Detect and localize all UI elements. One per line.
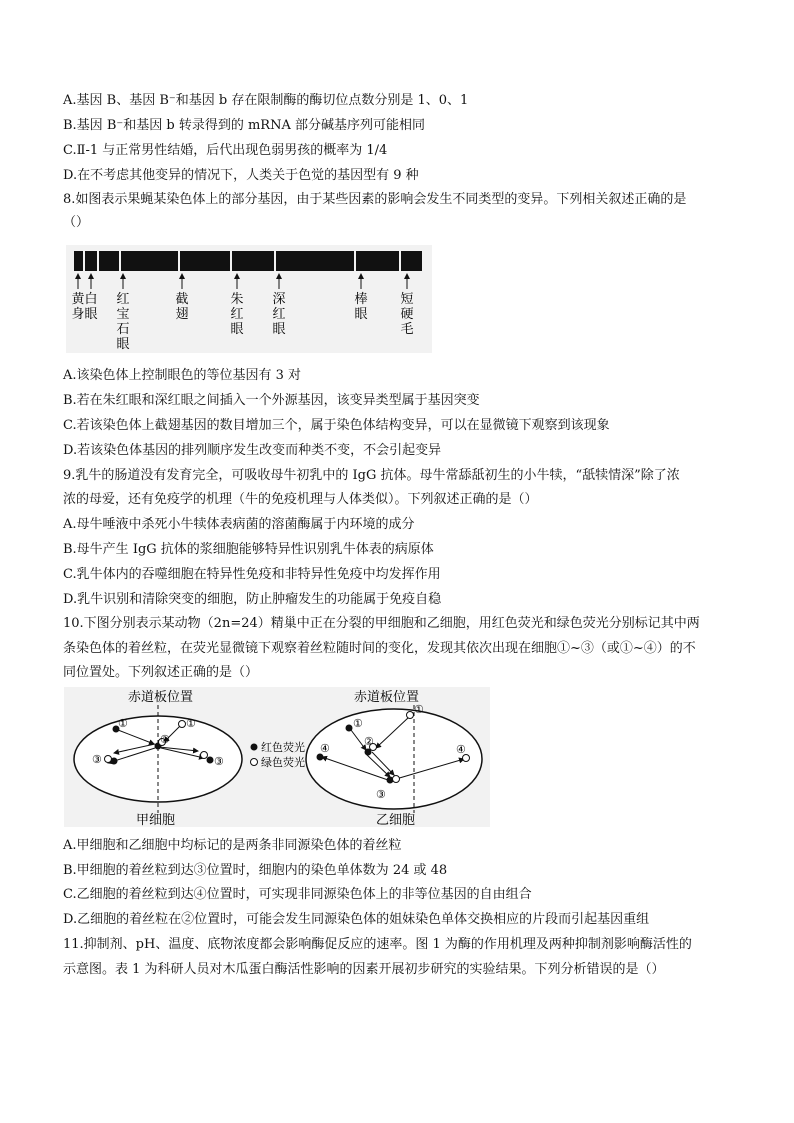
cell-a-mark-3: ③ <box>92 753 102 766</box>
gene-label-char: 翅 <box>175 307 189 322</box>
gene-label-char: 石 <box>116 322 130 337</box>
cell-b-membrane <box>306 709 482 809</box>
cell-a-red-dot <box>207 757 214 764</box>
cell-b-green-dot <box>407 712 414 719</box>
cell-b-mark-1: ① <box>353 717 363 730</box>
gene-label-char: 深 <box>272 292 286 307</box>
gene-label-char: 红 <box>272 307 286 322</box>
gene-label-char: 宝 <box>116 307 130 322</box>
cell-b-mark-4: ④ <box>320 742 330 755</box>
gene-label-char: 眼 <box>84 307 98 322</box>
gene-label-char: 眼 <box>354 307 368 322</box>
chromosome-band-gap <box>119 251 121 271</box>
gene-label-char: 红 <box>230 307 244 322</box>
gene-label-char: 朱 <box>230 292 244 307</box>
q10-option-c: C.乙细胞的着丝粒到达④位置时，可实现非同源染色体上的非等位基因的自由组合 <box>63 887 532 902</box>
cell-division-figure <box>64 687 490 827</box>
cell-a-green-dot <box>179 721 186 728</box>
cell-b-name: 乙细胞 <box>376 813 416 827</box>
gene-label-char: 眼 <box>272 322 286 337</box>
cell-a-green-dot <box>105 756 112 763</box>
q9-option-a: A.母牛唾液中杀死小牛犊体表病菌的溶菌酶属于内环境的成分 <box>63 517 415 532</box>
q8-stem-line1: 8.如图表示果蝇某染色体上的部分基因，由于某些因素的影响会发生不同类型的变异。下列相关叙述正确的是 <box>63 192 687 207</box>
cell-b-plate-label: 赤道板位置 <box>354 690 420 705</box>
q8-stem-line2: （） <box>63 215 90 230</box>
q10-option-a: A.甲细胞和乙细胞中均标记的是两条非同源染色体的着丝粒 <box>63 838 402 853</box>
gene-label-char: 眼 <box>116 337 130 352</box>
chromosome-band-gap <box>230 251 232 271</box>
cell-a-mark-1b: ① <box>186 717 196 730</box>
cell-b-red-dot <box>346 725 353 732</box>
q7-option-c: C.Ⅱ-1 与正常男性结婚，后代出现色弱男孩的概率为 1/4 <box>63 143 388 158</box>
cell-b-mark-4b: ④ <box>456 743 466 756</box>
q7-option-b: B.基因 B⁻和基因 b 转录得到的 mRNA 部分碱基序列可能相同 <box>63 118 425 133</box>
q9-option-d: D.乳牛识别和清除突变的细胞，防止肿瘤发生的功能属于免疫自稳 <box>63 592 442 607</box>
legend-red-label: 红色荧光 <box>261 741 305 754</box>
q10-stem-line1: 10.下图分别表示某动物（2n=24）精巢中正在分裂的甲细胞和乙细胞，用红色荧光和绿色荧光分别标记其中两 <box>63 616 700 631</box>
q7-option-a: A.基因 B、基因 B⁻和基因 b 存在限制酶的酶切位点数分别是 1、0、1 <box>63 93 469 108</box>
gene-label-char: 眼 <box>230 322 244 337</box>
gene-label-char: 白 <box>84 292 98 307</box>
q8-option-c: C.若该染色体上截翅基因的数目增加三个，属于染色体结构变异，可以在显微镜下观察到该现象 <box>63 418 610 433</box>
q8-option-a: A.该染色体上控制眼色的等位基因有 3 对 <box>63 368 302 383</box>
q11-stem-line2: 示意图。表 1 为科研人员对木瓜蛋白酶活性影响的因素开展初步研究的实验结果。下列分析错误的是（） <box>63 962 665 977</box>
legend-green-label: 绿色荧光 <box>261 756 305 769</box>
chromosome-band-gap <box>178 251 180 271</box>
q8-option-b: B.若在朱红眼和深红眼之间插入一个外源基因，该变异类型属于基因突变 <box>63 393 480 408</box>
chromosome-bar <box>74 251 422 271</box>
gene-label-char: 红 <box>116 292 130 307</box>
gene-label-char: 棒 <box>354 292 368 307</box>
cell-a-green-dot <box>201 752 208 759</box>
gene-label-char: 硬 <box>400 307 414 322</box>
gene-label-char: 截 <box>175 292 189 307</box>
gene-label-char: 毛 <box>400 322 414 337</box>
q9-option-c: C.乳牛体内的吞噬细胞在特异性免疫和非特异性免疫中均发挥作用 <box>63 567 441 582</box>
chromosome-band-gap <box>354 251 356 271</box>
chromosome-band-gap <box>399 251 401 271</box>
q11-stem-line1: 11.抑制剂、pH、温度、底物浓度都会影响酶促反应的速率。图 1 为酶的作用机理及两种抑制剂影响酶活性的 <box>63 937 692 952</box>
legend-red-dot <box>251 744 258 751</box>
cell-a-plate-label: 赤道板位置 <box>128 690 194 705</box>
q9-stem-line2: 浓的母爱，还有免疫学的机理（牛的免疫机理与人体类似）。下列叙述正确的是（） <box>63 492 538 507</box>
cell-a-mark-1: ① <box>118 717 128 730</box>
chromosome-figure <box>66 245 432 353</box>
q9-stem-line1: 9.乳牛的肠道没有发育完全，可吸收母牛初乳中的 IgG 抗体。母牛常舔舐初生的小牛犊，“舐犊情深”除了浓 <box>63 468 680 483</box>
q8-option-d: D.若该染色体基因的排列顺序发生改变而种类不变，不会引起变异 <box>63 443 442 458</box>
q10-option-d: D.乙细胞的着丝粒在②位置时，可能会发生同源染色体的姐妹染色单体交换相应的片段而引起基因重组 <box>63 912 650 927</box>
q10-stem-line3: 同位置处。下列叙述正确的是（） <box>63 665 259 680</box>
q9-option-b: B.母牛产生 IgG 抗体的浆细胞能够特异性识别乳牛体表的病原体 <box>63 542 434 557</box>
q10-option-b: B.甲细胞的着丝粒到达③位置时，细胞内的染色单体数为 24 或 48 <box>63 863 448 878</box>
gene-label-char: 身 <box>71 307 85 322</box>
cell-a-mark-2: ② <box>160 733 170 746</box>
cell-b-mark-3: ③ <box>376 788 386 801</box>
cell-b-mark-1b: ① <box>414 703 424 716</box>
chromosome-band-gap <box>83 251 85 271</box>
cell-a-red-dot <box>111 758 118 765</box>
cell-a-mark-3b: ③ <box>214 755 224 768</box>
cell-a-name: 甲细胞 <box>136 813 176 827</box>
gene-label-char: 黄 <box>71 292 85 307</box>
cell-b-mark-2: ② <box>364 735 374 748</box>
gene-label-char: 短 <box>400 292 414 307</box>
chromosome-band-gap <box>274 251 276 271</box>
q10-stem-line2: 条染色体的着丝粒，在荧光显微镜下观察着丝粒随时间的变化，发现其依次出现在细胞①~③（或①~④）的不 <box>63 641 696 656</box>
chromosome-band-gap <box>97 251 99 271</box>
cell-b-green-dot <box>393 776 400 783</box>
legend-green-dot <box>251 759 258 766</box>
q7-option-d: D.在不考虑其他变异的情况下，人类关于色觉的基因型有 9 种 <box>63 168 419 183</box>
